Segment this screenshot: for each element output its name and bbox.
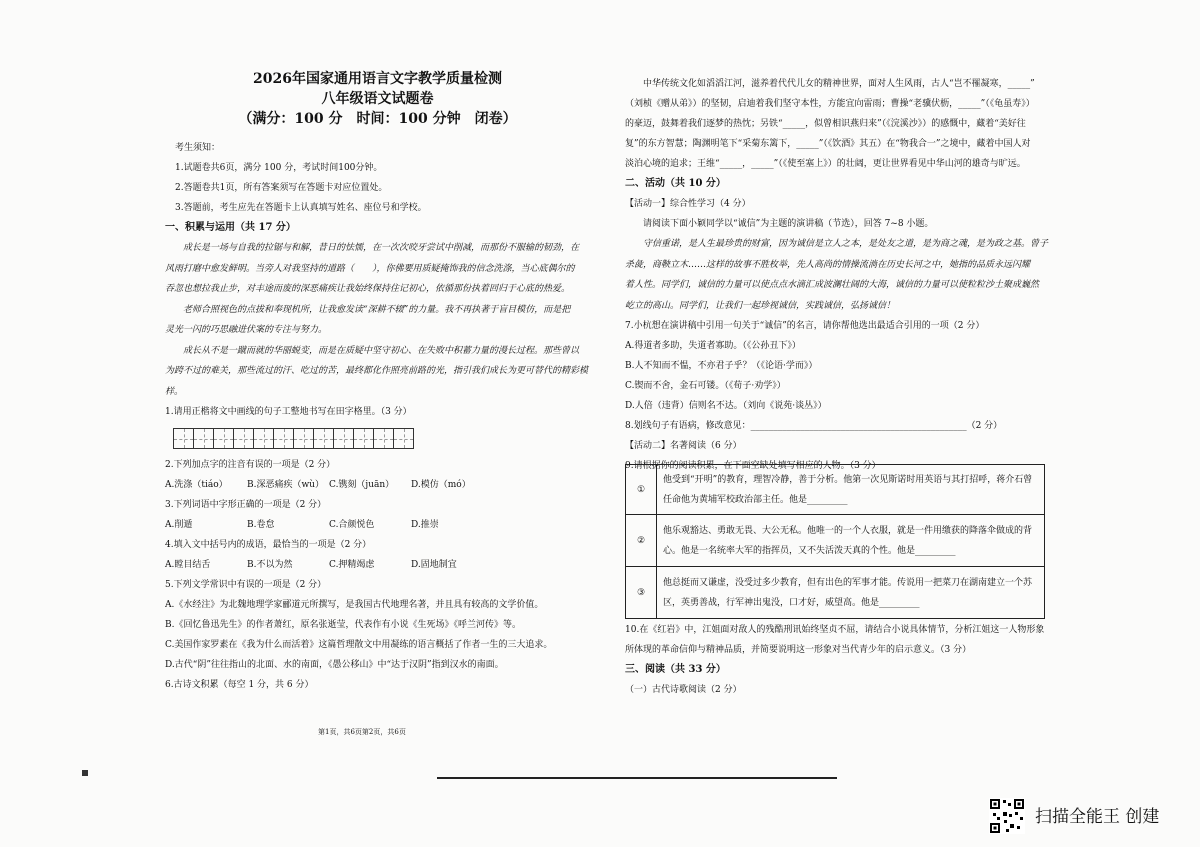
- option-c[interactable]: C.镌刻（juān）: [329, 480, 395, 490]
- grid-cell[interactable]: [273, 428, 294, 449]
- grid-cell[interactable]: [173, 428, 194, 449]
- question-8[interactable]: 8.划线句子有语病，修改意见：________________________________________________（2 分）: [625, 421, 1003, 431]
- grid-cell[interactable]: [313, 428, 334, 449]
- exam-info: （满分：100 分 时间：100 分钟 闭卷）: [238, 111, 517, 127]
- notice-item: 1.试题卷共6页，满分 100 分，考试时间100分钟。: [175, 163, 383, 173]
- grid-cell[interactable]: [393, 428, 414, 449]
- passage-line: 为跨不过的难关，那些流过的汗、吃过的苦，最终都化作照亮前路的光，指引我们成长为更可替代的精彩模: [165, 366, 589, 376]
- question-2: 2.下列加点字的注音有误的一项是（2 分）: [165, 460, 336, 470]
- poem-line: （刘桢《赠从弟》）的坚韧，启迪着我们坚守本性，方能宜向雷雨；曹操“老骥伏枥，_____”（《龟虽寿》）: [625, 99, 1035, 109]
- section-heading: 二、活动（共 10 分）: [625, 178, 726, 189]
- passage-line: 老师合照视色的点拔和奉现机所，让我愈发读“深耕不辍”的力量。我不再执著于盲目模仿，而是把: [183, 304, 571, 315]
- exam-subtitle: 八年级语文试题卷: [321, 91, 434, 107]
- section-heading: 三、阅读（共 33 分）: [625, 664, 726, 675]
- question-9-table: [625, 464, 1045, 619]
- grid-cell[interactable]: [233, 428, 254, 449]
- question-6: 6.古诗文积累（每空 1 分，共 6 分）: [165, 680, 314, 690]
- poem-line: 淡泊心境的追求；王维“_____，_____”（《使至塞上》）的壮阔，更让世界看见中华山河的雄奇与旷远。: [625, 159, 1026, 169]
- activity-intro: 请阅读下面小颖同学以“诚信”为主题的演讲稿（节选），回答 7~8 小题。: [643, 219, 934, 229]
- option-a[interactable]: A.洗涤（tiáo）: [165, 480, 228, 490]
- option-d[interactable]: D.模仿（mó）: [411, 480, 471, 490]
- passage-line: 成长从不是一蹴而就的华丽蜕变，而是在质疑中坚守初心、在失败中积蓄力量的漫长过程。那些曾以: [183, 345, 580, 356]
- activity-heading: 【活动二】名著阅读（6 分）: [625, 441, 742, 451]
- question-10-cont: 所体现的革命信仰与精神品质，并简要说明这一形象对当代青少年的启示意义。（3 分）: [625, 645, 972, 655]
- poem-line: 中华传统文化如滔滔江河，滋养着代代儿女的精神世界，面对人生风雨，古人“岂不罹凝寒，_____”: [643, 79, 1035, 89]
- passage-line: 成长是一场与自我的拉锯与和解，昔日的怯懦，在一次次咬牙尝试中削减，而那份不服输的韧劲，在: [183, 243, 580, 253]
- grid-cell[interactable]: [373, 428, 394, 449]
- notice-item: 2.答题卷共1页，所有答案须写在答题卡对应位置处。: [175, 183, 388, 193]
- option-a[interactable]: A.瞠目结舌: [165, 560, 211, 570]
- left-column: [165, 70, 590, 695]
- option-a[interactable]: A.《水经注》为北魏地理学家郦道元所撰写，是我国古代地理名著，并且具有较高的文学价值。: [165, 600, 544, 610]
- poem-line: 复”的东方智慧；陶渊明笔下“采菊东篱下，_____”（《饮酒》其五）在“物我合一”之境中，藏着中国人对: [625, 139, 1031, 149]
- option-b[interactable]: B.深恶痛疾（wù）: [247, 480, 324, 490]
- bottom-rule: [437, 777, 837, 779]
- question-2-options: [165, 475, 590, 495]
- option-c[interactable]: C.锲而不舍，金石可镂。（《荀子·劝学》）: [625, 381, 786, 391]
- writing-grid[interactable]: [173, 428, 590, 449]
- right-bottom: [625, 620, 1050, 700]
- grid-cell[interactable]: [353, 428, 374, 449]
- row-text[interactable]: 他乐观豁达、勇敢无畏、大公无私。他唯一的一个人衣服，就是一件用缴获的降落伞做成的背心。他是一名统率大军的指挥员，又不失活泼天真的个性。他是_________: [657, 515, 1045, 567]
- option-d[interactable]: D.人倍（违背）信则名不达。（刘向《说苑·谈丛》）: [625, 401, 827, 411]
- speech-line: 屹立的高山。同学们，让我们一起珍视诚信，实践诚信，弘扬诚信！: [625, 300, 896, 311]
- question-1: 1.请用正楷将文中画线的句子工整地书写在田字格里。（3 分）: [165, 407, 412, 417]
- question-4-options: [165, 555, 590, 575]
- question-3-options: [165, 515, 590, 535]
- option-b[interactable]: B.卷怠: [247, 520, 275, 530]
- question-10: 10.在《红岩》中，江姐面对敌人的残酷刑讯始终坚贞不屈，请结合小说具体情节，分析江姐这一人物形象: [625, 625, 1045, 635]
- option-b[interactable]: B.《回忆鲁迅先生》的作者萧红，原名张逝莹，代表作有小说《生死场》《呼兰河传》等。: [165, 620, 521, 630]
- grid-cell[interactable]: [213, 428, 234, 449]
- passage-line: 风雨打磨中愈发鲜明。当旁人对我坚持的道路（ ），你佛要用质疑掩饰我的信念洗涤，当心底偶尔的: [165, 263, 575, 274]
- row-number: ③: [626, 567, 657, 619]
- speech-line: 杀彘，商鞅立木……这样的故事不胜枚举，先人高尚的情操流淌在历史长河之中，她指的品质永远闪耀: [625, 259, 1031, 270]
- question-4: 4.填入文中括号内的成语，最恰当的一项是（2 分）: [165, 540, 372, 550]
- poem-line: 的豪迈，鼓舞着我们逐梦的热忱；另铁“_____，似曾相识燕归来”（《浣溪沙》）的感慨中，藏着“美好往: [625, 119, 1026, 129]
- table-row: [626, 567, 1045, 619]
- table-row: [626, 465, 1045, 515]
- grid-cell[interactable]: [193, 428, 214, 449]
- qr-code-icon: [989, 798, 1025, 834]
- row-text[interactable]: 他受到“开明”的教育，理智冷静，善于分析。他第一次见斯诺时用英语与其打招呼，蒋介石曾任命他为黄埔军校政治部主任。他是_________: [657, 465, 1045, 515]
- option-b[interactable]: B.人不知而不愠，不亦君子乎？（《论语·学而》）: [625, 361, 818, 371]
- subsection-heading: （一）古代诗歌阅读（2 分）: [625, 685, 742, 695]
- row-number: ①: [626, 465, 657, 515]
- page-footer: 第1页，共6页第2页，共6页: [318, 728, 406, 736]
- speech-line: 守信重诺，是人生最珍贵的财富，因为诚信是立人之本，是处友之道，是为商之魂，是为政之基。曾子: [643, 239, 1049, 249]
- notice-item: 3.答题前，考生应先在答题卡上认真填写姓名、座位号和学校。: [175, 203, 427, 213]
- option-c[interactable]: C.押精竭虑: [329, 560, 375, 570]
- passage-line: 样。: [165, 386, 184, 397]
- row-text[interactable]: 他总挺而又谦虚，没受过多少教育，但有出色的军事才能。传说用一把菜刀在湖南建立一个苏区，英勇善战，行军神出鬼没，口才好，威望高。他是_________: [657, 567, 1045, 619]
- question-5: 5.下列文学常识中有误的一项是（2 分）: [165, 580, 327, 590]
- grid-cell[interactable]: [253, 428, 274, 449]
- speech-line: 着人性。同学们，诚信的力量可以使点点水滴汇成波澜壮阔的大海，诚信的力量可以使粒粒沙土聚成巍然: [625, 280, 1040, 290]
- grid-cell[interactable]: [333, 428, 354, 449]
- scanner-watermark: 扫描全能王 创建: [1035, 807, 1160, 827]
- option-d[interactable]: D.古代“阴”往往指山的北面、水的南面，《愚公移山》中“达于汉阴”指到汉水的南面。: [165, 660, 504, 670]
- question-7: 7.小杭想在演讲稿中引用一句关于“诚信”的名言，请你帮他选出最适合引用的一项（2 分）: [625, 321, 985, 331]
- option-a[interactable]: A.削遁: [165, 520, 193, 530]
- option-a[interactable]: A.得道者多助，失道者寡助。（《公孙丑下》）: [625, 341, 801, 351]
- option-c[interactable]: C.美国作家罗素在《我为什么而活着》这篇哲理散文中用凝练的语言概括了作者一生的三大追求。: [165, 640, 553, 650]
- option-b[interactable]: B.不以为然: [247, 560, 293, 570]
- corner-mark: [82, 770, 88, 776]
- passage-line: 灵光一闪的巧思融进伏案的专注与努力。: [165, 325, 328, 335]
- activity-heading: 【活动一】综合性学习（4 分）: [625, 199, 751, 209]
- exam-title: 2026年国家通用语言文字教学质量检测: [253, 71, 502, 87]
- passage-line: 吞忽也想拉我止步，对丰途而废的深恶痛疾让我始终保持住记初心，依循那份执着回归于心底的热爱。: [165, 284, 571, 294]
- notice-head: 考生须知：: [175, 143, 221, 153]
- right-column: [625, 74, 1050, 476]
- question-3: 3.下列词语中字形正确的一项是（2 分）: [165, 500, 327, 510]
- option-c[interactable]: C.合颜悦色: [329, 520, 375, 530]
- section-heading: 一、积累与运用（共 17 分）: [165, 222, 296, 233]
- option-d[interactable]: D.推崇: [411, 520, 439, 530]
- table-row: [626, 515, 1045, 567]
- row-number: ②: [626, 515, 657, 567]
- grid-cell[interactable]: [293, 428, 314, 449]
- option-d[interactable]: D.固地制宜: [411, 560, 457, 570]
- question-9: 9.请根据你的阅读积累，在下面空缺处填写相应的人物。（3 分）: [625, 461, 881, 471]
